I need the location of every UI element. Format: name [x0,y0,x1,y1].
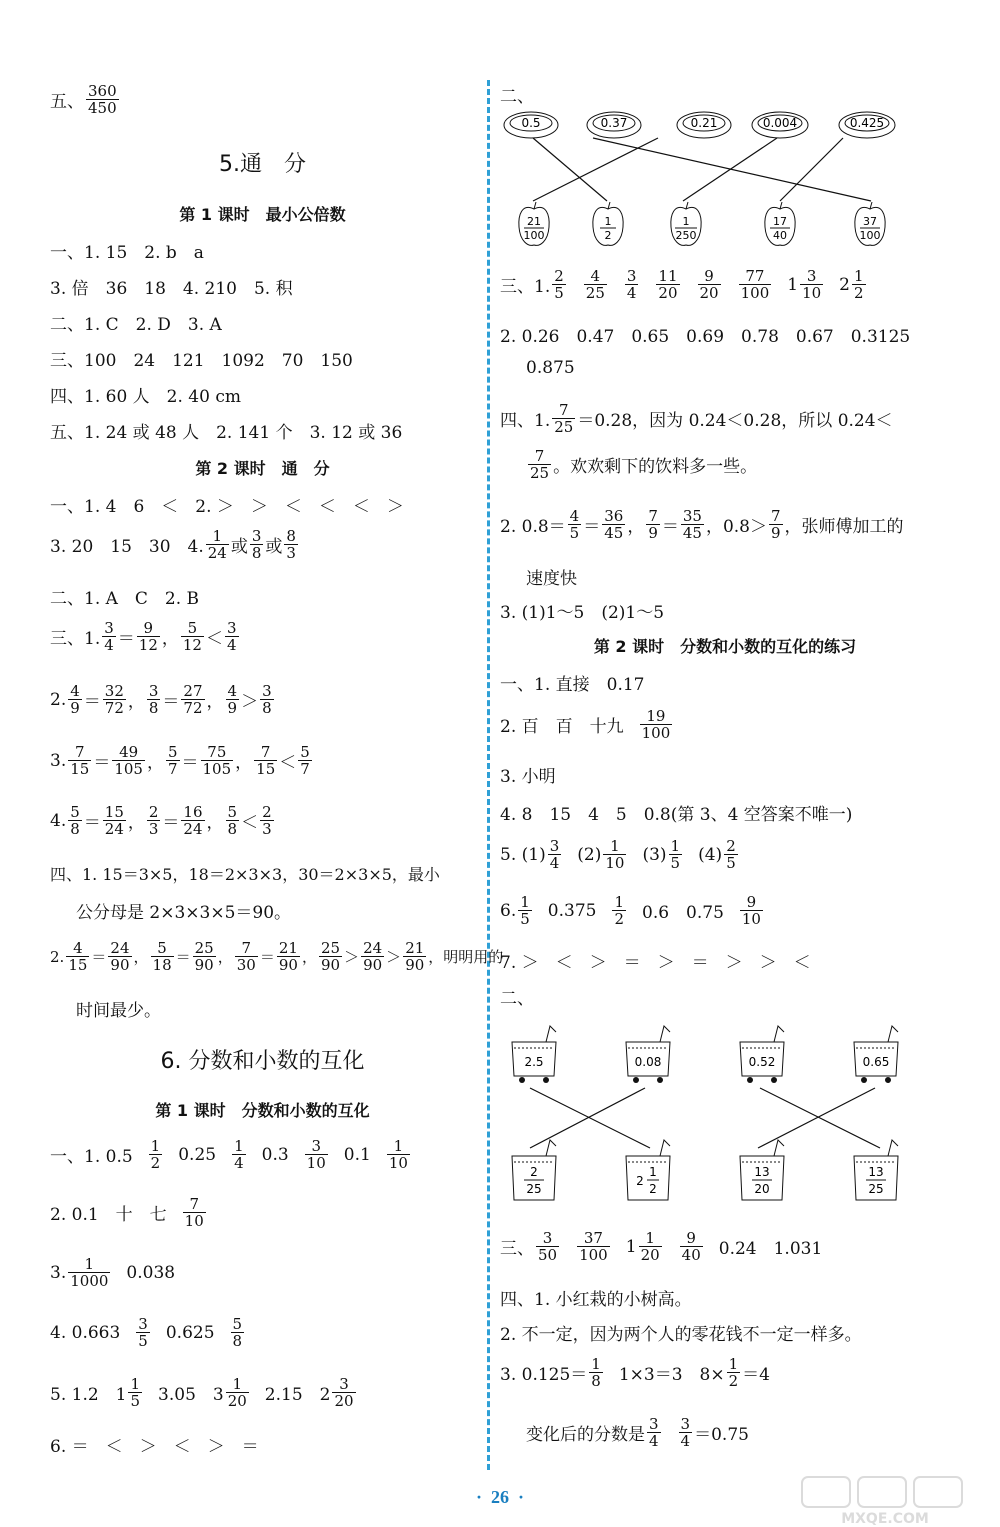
cart-top-1 [626,1026,670,1083]
answer-line: 3. $\frac{7}{15}$ ＝ $\frac{49}{105}$ ， $\frac{5}{7}$ ＝ $\frac{75}{105}$ ， $\frac{7}{15}$ ＜ $\frac{5}{7}$ [50,743,310,778]
plate-3 [752,112,808,138]
answer-line: 3. 倍 36 18 4. 210 5. 积 [50,279,293,299]
answer-line: 速度快 [526,569,577,589]
apple-0 [519,202,549,245]
apple-num: 1 [682,215,690,228]
answer-line: 时间最少。 [76,1001,161,1021]
answer-line: 一、1. 0.5 $\frac{1}{2}$ 0.25 $\frac{1}{4}$ 0.3 $\frac{3}{10}$ 0.1 $\frac{1}{10}$ [50,1137,408,1172]
apple-den: 2 [604,229,612,242]
plate-1 [587,112,641,138]
answer-line: $\frac{7}{25}$ 。欢欢剩下的饮料多一些。 [530,447,758,482]
cart-num: 2 [530,1165,538,1179]
cart-bottom-2 [740,1140,784,1200]
answer-line: 四、1. $\frac{7}{25}$ ＝0.28，因为 0.24＜0.28，所以 0.24＜ [500,401,893,436]
section-title: 6. 分数和小数的互化 [160,1049,365,1074]
column-divider [487,80,490,1470]
cart-value: 0.52 [748,1055,776,1069]
carts-diagram [500,1020,930,1220]
watermark-logo [800,1475,970,1527]
cart-num: 1 [649,1165,657,1179]
apple-num: 21 [527,215,541,228]
answer-line: 三、100 24 121 1092 70 150 [50,351,353,371]
answer-line: 3. $\frac{1}{1000}$ 0.038 [50,1255,176,1290]
plate-0 [504,112,558,138]
answer-line [50,83,121,116]
answer-line: 3. 0.125＝ $\frac{1}{8}$ 1×3＝3 8× $\frac{1}{2}$ ＝4 [500,1355,770,1390]
answer-line: 三、 $\frac{3}{50}$ $\frac{37}{100}$ 1 $\frac{1}{20}$ $\frac{9}{40}$ 0.24 1.031 [500,1229,823,1264]
cart-value: 0.65 [862,1055,890,1069]
cart-num: 13 [868,1165,884,1179]
label: 五、 [50,92,84,112]
plate-value: 0.5 [521,116,541,130]
cart-den: 2 [649,1182,657,1196]
answer-line: 2. $\frac{4}{9}$ ＝ $\frac{32}{72}$ ， $\frac{3}{8}$ ＝ $\frac{27}{72}$ ， $\frac{4}{9}$ ＞ $\frac{3}{8}$ [50,682,272,717]
apple-den: 100 [859,229,881,242]
lesson-title: 第 1 课时 最小公倍数 [179,205,346,224]
apple-den: 100 [523,229,545,242]
apple-num: 17 [773,215,787,228]
answer-line: 变化后的分数是 $\frac{3}{4}$ $\frac{3}{4}$ ＝0.75 [526,1415,749,1450]
answer-line: 6. ＝ ＜ ＞ ＜ ＞ ＝ [50,1437,259,1457]
lesson-title: 第 1 课时 分数和小数的互化 [155,1101,370,1120]
cart-top-0 [512,1026,556,1083]
apple-num: 37 [863,215,877,228]
answer-line: 四、1. 小红栽的小树高。 [500,1290,692,1310]
plates-apples-diagram [500,105,930,255]
answer-line: 公分母是 2×3×3×5＝90。 [76,903,292,923]
fraction: $\frac{360}{450}$ [88,82,117,117]
answer-line: 3. 小明 [500,767,556,787]
apple-1 [593,202,623,245]
answer-line: 0.875 [526,358,575,378]
answer-line: 三、1. $\frac{2}{5}$ $\frac{4}{25}$ $\frac{3}{4}$ $\frac{11}{20}$ $\frac{9}{20}$ $\frac{77}{100}$ 1 $\frac{3}{10}$ 2 $\frac{1}{2}$ [500,267,864,302]
cart-bottom-0 [512,1140,556,1200]
answer-line: 2. 0.26 0.47 0.65 0.69 0.78 0.67 0.3125 [500,327,911,347]
cart-value: 2.5 [524,1055,544,1069]
plate-value: 0.21 [690,116,718,130]
cart-value: 0.08 [634,1055,662,1069]
answer-line: 7. ＞ ＜ ＞ ＝ ＞ ＝ ＞ ＞ ＜ [500,953,811,973]
answer-line: 五、1. 24 或 48 人 2. 141 个 3. 12 或 36 [50,423,403,443]
apple-num: 1 [604,215,612,228]
cart-den: 20 [754,1182,770,1196]
plate-value: 0.425 [849,116,885,130]
page-number: · 26 · [475,1487,525,1507]
answer-line: 3. (1)1～5 (2)1～5 [500,603,665,623]
plate-4 [839,112,895,138]
answer-line: 三、1. $\frac{3}{4}$ ＝ $\frac{9}{12}$ ， $\frac{5}{12}$ ＜ $\frac{3}{4}$ [50,619,237,654]
plate-2 [677,112,731,138]
answer-line: 4. $\frac{5}{8}$ ＝ $\frac{15}{24}$ ， $\frac{2}{3}$ ＝ $\frac{16}{24}$ ， $\frac{5}{8}$ ＜ $\frac{2}{3}$ [50,803,272,838]
apple-den: 250 [675,229,697,242]
answer-line: 5. 1.2 1 $\frac{1}{5}$ 3.05 3 $\frac{1}{20}$ 2.15 2 $\frac{3}{20}$ [50,1375,354,1410]
lesson-title: 第 2 课时 分数和小数的互化的练习 [593,637,857,656]
cart-den: 25 [868,1182,884,1196]
cart-top-3 [854,1026,898,1083]
apple-3 [765,202,795,245]
answer-line: 二、1. A C 2. B [50,589,200,609]
cart-bottom-1 [626,1140,670,1200]
cart-bottom-3 [854,1140,898,1200]
answer-line: 2. 0.1 十 七 $\frac{7}{10}$ [50,1195,204,1230]
plate-value: 0.37 [600,116,628,130]
answer-line: 2. 不一定，因为两个人的零花钱不一定一样多。 [500,1325,862,1345]
answer-line: 四、1. 15＝3×5，18＝2×3×3，30＝2×3×5，最小 [50,865,440,884]
answer-line: 5. (1) $\frac{3}{4}$ (2) $\frac{1}{10}$ (3) $\frac{1}{5}$ (4) $\frac{2}{5}$ [500,837,736,872]
plate-value: 0.004 [762,116,798,130]
answer-line: 3. 20 15 30 4. $\frac{1}{24}$ 或 $\frac{3}{8}$ 或 $\frac{8}{3}$ [50,527,296,562]
cart-den: 25 [526,1182,542,1196]
lesson-title: 第 2 课时 通 分 [195,459,330,478]
cart-num: 13 [754,1165,770,1179]
answer-line: 二、1. C 2. D 3. A [50,315,222,335]
apple-den: 40 [773,229,787,242]
apple-2 [671,202,701,245]
answer-line: 二、 [500,989,534,1009]
cart-top-2 [740,1026,784,1083]
answer-line: 四、1. 60 人 2. 40 cm [50,387,241,407]
answer-line: 一、1. 4 6 ＜ 2. ＞ ＞ ＜ ＜ ＜ ＞ [50,497,404,517]
answer-line: 2. $\frac{4}{15}$ ＝ $\frac{24}{90}$ ， $\frac{5}{18}$ ＝ $\frac{25}{90}$ ， $\frac{7}{30}$ ＝ $\frac{21}{90}$ ， $\frac{25}{90}$ ＞ $\frac{24}{90}$ ＞ $\frac{21}{90}$ ，明明用的 [50,939,504,974]
watermark-text: MXQE.COM [841,1511,929,1527]
answer-line: 4. 8 15 4 5 0.8(第 3、4 空答案不唯一) [500,805,853,825]
answer-line: 2. 百 百 十九 $\frac{19}{100}$ [500,707,671,742]
answer-line: 二、 [500,87,534,107]
answer-line: 4. 0.663 $\frac{3}{5}$ 0.625 $\frac{5}{8}$ [50,1315,243,1350]
answer-line: 2. 0.8＝ $\frac{4}{5}$ ＝ $\frac{36}{45}$ ， $\frac{7}{9}$ ＝ $\frac{35}{45}$ ，0.8＞ $\frac{7}{9}$ ，张师傅加工的 [500,507,904,542]
answer-line: 6. $\frac{1}{5}$ 0.375 $\frac{1}{2}$ 0.6 0.75 $\frac{9}{10}$ [500,893,761,928]
apple-4 [855,202,885,245]
answer-line: 一、1. 15 2. b a [50,243,204,263]
section-title: 5.通 分 [219,152,306,177]
answer-line: 一、1. 直接 0.17 [500,675,645,695]
cart-whole: 2 [636,1174,644,1188]
